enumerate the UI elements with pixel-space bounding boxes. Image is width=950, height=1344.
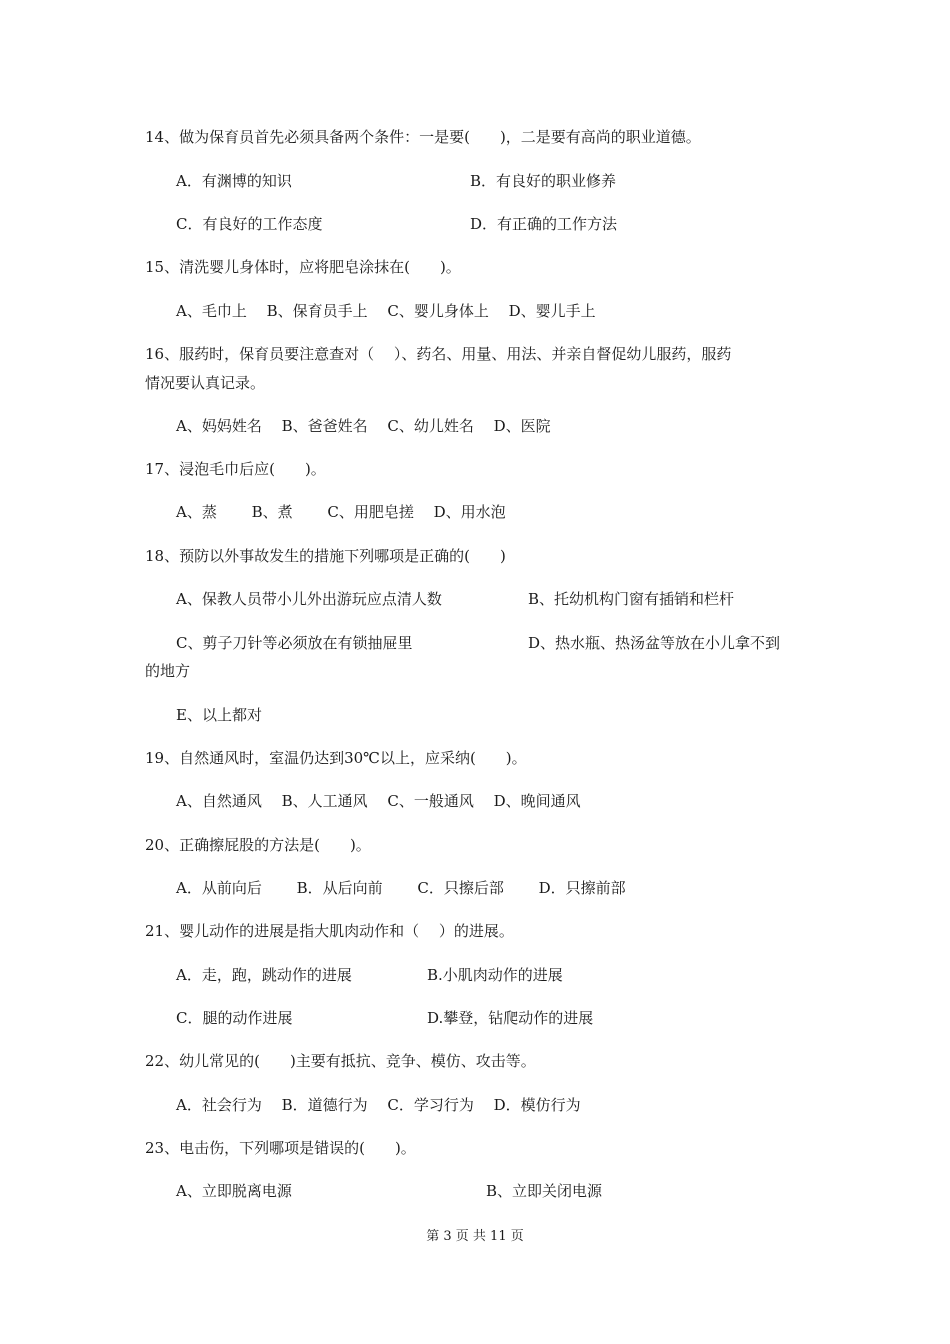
question-22-stem: 22、幼儿常见的( )主要有抵抗、竞争、模仿、攻击等。 — [145, 1052, 536, 1070]
question-17-stem: 17、浸泡毛巾后应( )。 — [145, 460, 326, 478]
question-14-option-c: C．有良好的工作态度 — [176, 215, 323, 233]
question-18-option-d-line-1: D、热水瓶、热汤盆等放在小儿拿不到 — [528, 634, 781, 652]
question-20-options: A．从前向后 B．从后向前 C．只擦后部 D．只擦前部 — [176, 879, 626, 897]
question-19-stem: 19、自然通风时，室温仍达到30℃以上，应采纳( )。 — [145, 749, 527, 767]
question-15-options: A、毛巾上 B、保育员手上 C、婴儿身体上 D、婴儿手上 — [176, 302, 596, 320]
question-19-options: A、自然通风 B、人工通风 C、一般通风 D、晚间通风 — [176, 792, 581, 810]
question-14-option-a: A．有渊博的知识 — [176, 172, 292, 190]
question-21-option-b: B.小肌肉动作的进展 — [427, 966, 563, 984]
question-23-option-b: B、立即关闭电源 — [486, 1182, 603, 1200]
question-20-stem: 20、正确擦屁股的方法是( )。 — [145, 836, 371, 854]
question-18-option-d-line-2: 的地方 — [145, 662, 191, 680]
question-16-stem-line-2: 情况要认真记录。 — [145, 374, 266, 392]
question-18-option-c: C、剪子刀针等必须放在有锁抽屉里 — [176, 634, 413, 652]
question-14-option-d: D．有正确的工作方法 — [470, 215, 618, 233]
question-21-option-c: C．腿的动作进展 — [176, 1009, 293, 1027]
question-23-stem: 23、电击伤，下列哪项是错误的( )。 — [145, 1139, 416, 1157]
question-18-option-b: B、托幼机构门窗有插销和栏杆 — [528, 590, 735, 608]
page-number-footer: 第 3 页 共 11 页 — [426, 1229, 524, 1244]
question-18-option-e: E、以上都对 — [176, 706, 262, 724]
question-18-option-a: A、保教人员带小儿外出游玩应点清人数 — [176, 590, 442, 608]
question-18-stem: 18、预防以外事故发生的措施下列哪项是正确的( ) — [145, 547, 506, 565]
question-14-option-b: B．有良好的职业修养 — [470, 172, 617, 190]
question-23-option-a: A、立即脱离电源 — [176, 1182, 292, 1200]
question-14-stem: 14、做为保育员首先必须具备两个条件：一是要( )，二是要有高尚的职业道德。 — [145, 128, 701, 146]
question-17-options: A、蒸 B、煮 C、用肥皂搓 D、用水泡 — [176, 503, 506, 521]
question-16-stem-line-1: 16、服药时，保育员要注意查对（ ）、药名、用量、用法、并亲自督促幼儿服药，服药 — [145, 345, 732, 363]
question-16-options: A、妈妈姓名 B、爸爸姓名 C、幼儿姓名 D、医院 — [176, 417, 551, 435]
question-21-option-d: D.攀登，钻爬动作的进展 — [427, 1009, 594, 1027]
question-22-options: A．社会行为 B．道德行为 C．学习行为 D．模仿行为 — [176, 1096, 581, 1114]
question-15-stem: 15、清洗婴儿身体时，应将肥皂涂抹在( )。 — [145, 258, 461, 276]
question-21-stem: 21、婴儿动作的进展是指大肌肉动作和（ ）的进展。 — [145, 922, 514, 940]
question-21-option-a: A．走，跑，跳动作的进展 — [176, 966, 352, 984]
